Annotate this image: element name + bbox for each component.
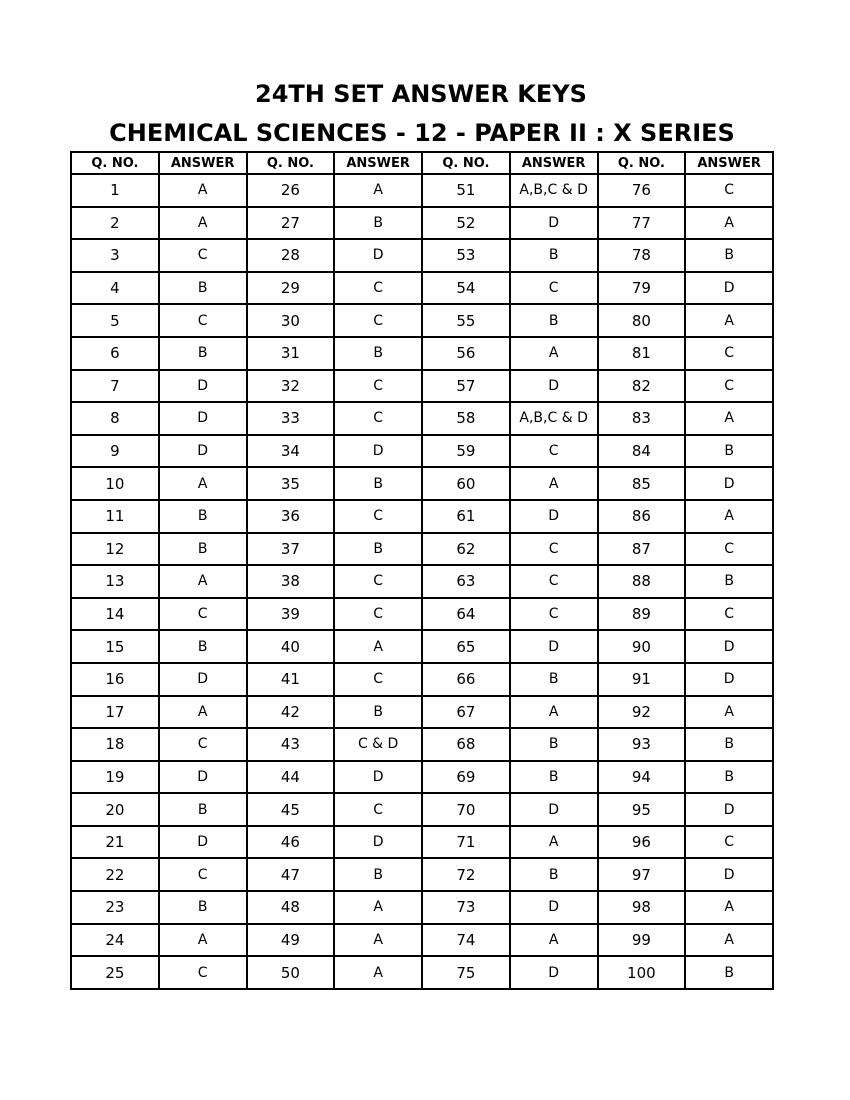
- header-answer: ANSWER: [510, 152, 598, 174]
- answer-cell: A: [159, 207, 247, 240]
- table-row: [71, 467, 773, 500]
- question-number-cell: 78: [598, 239, 686, 272]
- question-number-cell: 59: [422, 435, 510, 468]
- answer-cell: B: [510, 663, 598, 696]
- question-number-cell: 35: [247, 467, 335, 500]
- answer-cell: D: [510, 630, 598, 663]
- answer-cell: B: [510, 304, 598, 337]
- answer-cell: A: [685, 891, 773, 924]
- question-number-cell: 87: [598, 533, 686, 566]
- answer-cell: D: [159, 370, 247, 403]
- answer-cell: D: [159, 761, 247, 794]
- question-number-cell: 32: [247, 370, 335, 403]
- question-number-cell: 11: [71, 500, 159, 533]
- question-number-cell: 40: [247, 630, 335, 663]
- answer-cell: A: [334, 174, 422, 207]
- question-number-cell: 22: [71, 858, 159, 891]
- answer-cell: A: [159, 696, 247, 729]
- table-row: [71, 174, 773, 207]
- question-number-cell: 55: [422, 304, 510, 337]
- answer-cell: D: [685, 467, 773, 500]
- answer-cell: B: [334, 858, 422, 891]
- answer-cell: C: [510, 598, 598, 631]
- answer-cell: C: [510, 533, 598, 566]
- header-q-no: Q. NO.: [247, 152, 335, 174]
- question-number-cell: 23: [71, 891, 159, 924]
- table-row: [71, 630, 773, 663]
- table-row: [71, 598, 773, 631]
- question-number-cell: 65: [422, 630, 510, 663]
- answer-cell: C: [334, 402, 422, 435]
- question-number-cell: 42: [247, 696, 335, 729]
- answer-cell: B: [685, 956, 773, 989]
- answer-cell: B: [510, 858, 598, 891]
- answer-cell: A: [685, 207, 773, 240]
- answer-cell: B: [159, 533, 247, 566]
- answer-cell: A: [510, 337, 598, 370]
- answer-cell: D: [334, 761, 422, 794]
- answer-key-table: [70, 151, 774, 990]
- answer-cell: A: [159, 174, 247, 207]
- answer-cell: C: [334, 500, 422, 533]
- answer-cell: B: [685, 761, 773, 794]
- question-number-cell: 2: [71, 207, 159, 240]
- answer-cell: D: [510, 793, 598, 826]
- question-number-cell: 7: [71, 370, 159, 403]
- answer-cell: A: [685, 402, 773, 435]
- answer-cell: B: [159, 500, 247, 533]
- table-row: [71, 370, 773, 403]
- question-number-cell: 9: [71, 435, 159, 468]
- table-row: [71, 500, 773, 533]
- answer-cell: D: [510, 207, 598, 240]
- answer-cell: A: [510, 826, 598, 859]
- question-number-cell: 100: [598, 956, 686, 989]
- question-number-cell: 52: [422, 207, 510, 240]
- question-number-cell: 13: [71, 565, 159, 598]
- question-number-cell: 26: [247, 174, 335, 207]
- question-number-cell: 24: [71, 924, 159, 957]
- question-number-cell: 69: [422, 761, 510, 794]
- question-number-cell: 12: [71, 533, 159, 566]
- question-number-cell: 82: [598, 370, 686, 403]
- question-number-cell: 53: [422, 239, 510, 272]
- answer-cell: D: [510, 956, 598, 989]
- question-number-cell: 56: [422, 337, 510, 370]
- question-number-cell: 62: [422, 533, 510, 566]
- answer-cell: C: [510, 272, 598, 305]
- question-number-cell: 74: [422, 924, 510, 957]
- header-q-no: Q. NO.: [71, 152, 159, 174]
- question-number-cell: 8: [71, 402, 159, 435]
- table-row: [71, 891, 773, 924]
- question-number-cell: 83: [598, 402, 686, 435]
- answer-cell: A,B,C & D: [510, 174, 598, 207]
- answer-cell: C: [159, 304, 247, 337]
- answer-cell: B: [334, 467, 422, 500]
- question-number-cell: 89: [598, 598, 686, 631]
- answer-cell: C: [159, 858, 247, 891]
- question-number-cell: 6: [71, 337, 159, 370]
- answer-cell: A: [510, 696, 598, 729]
- question-number-cell: 38: [247, 565, 335, 598]
- table-row: [71, 728, 773, 761]
- answer-cell: B: [510, 239, 598, 272]
- answer-cell: B: [334, 533, 422, 566]
- answer-cell: B: [159, 337, 247, 370]
- question-number-cell: 64: [422, 598, 510, 631]
- answer-cell: D: [334, 435, 422, 468]
- question-number-cell: 50: [247, 956, 335, 989]
- table-row: [71, 435, 773, 468]
- question-number-cell: 94: [598, 761, 686, 794]
- question-number-cell: 19: [71, 761, 159, 794]
- answer-cell: D: [334, 826, 422, 859]
- table-row: [71, 239, 773, 272]
- answer-cell: B: [685, 728, 773, 761]
- question-number-cell: 1: [71, 174, 159, 207]
- answer-cell: A: [334, 891, 422, 924]
- answer-cell: D: [159, 402, 247, 435]
- question-number-cell: 15: [71, 630, 159, 663]
- table-row: [71, 761, 773, 794]
- question-number-cell: 97: [598, 858, 686, 891]
- question-number-cell: 16: [71, 663, 159, 696]
- table-row: [71, 793, 773, 826]
- answer-cell: C: [334, 370, 422, 403]
- question-number-cell: 44: [247, 761, 335, 794]
- question-number-cell: 46: [247, 826, 335, 859]
- question-number-cell: 79: [598, 272, 686, 305]
- answer-cell: B: [685, 435, 773, 468]
- table-row: [71, 533, 773, 566]
- question-number-cell: 80: [598, 304, 686, 337]
- header-row: [71, 152, 773, 174]
- header-answer: ANSWER: [334, 152, 422, 174]
- table-row: [71, 272, 773, 305]
- question-number-cell: 70: [422, 793, 510, 826]
- answer-cell: C: [159, 956, 247, 989]
- answer-cell: B: [334, 696, 422, 729]
- answer-cell: C: [685, 533, 773, 566]
- question-number-cell: 10: [71, 467, 159, 500]
- question-number-cell: 21: [71, 826, 159, 859]
- question-number-cell: 88: [598, 565, 686, 598]
- question-number-cell: 3: [71, 239, 159, 272]
- answer-cell: D: [685, 272, 773, 305]
- answer-cell: C: [510, 565, 598, 598]
- table-row: [71, 207, 773, 240]
- answer-cell: A: [334, 924, 422, 957]
- question-number-cell: 48: [247, 891, 335, 924]
- answer-cell: B: [159, 891, 247, 924]
- header-q-no: Q. NO.: [598, 152, 686, 174]
- answer-cell: C: [159, 598, 247, 631]
- table-row: [71, 858, 773, 891]
- question-number-cell: 54: [422, 272, 510, 305]
- question-number-cell: 60: [422, 467, 510, 500]
- answer-cell: D: [685, 630, 773, 663]
- question-number-cell: 73: [422, 891, 510, 924]
- question-number-cell: 41: [247, 663, 335, 696]
- question-number-cell: 61: [422, 500, 510, 533]
- question-number-cell: 98: [598, 891, 686, 924]
- answer-cell: C: [334, 272, 422, 305]
- answer-cell: C: [510, 435, 598, 468]
- question-number-cell: 49: [247, 924, 335, 957]
- question-number-cell: 31: [247, 337, 335, 370]
- question-number-cell: 39: [247, 598, 335, 631]
- question-number-cell: 93: [598, 728, 686, 761]
- question-number-cell: 14: [71, 598, 159, 631]
- question-number-cell: 95: [598, 793, 686, 826]
- answer-cell: D: [685, 793, 773, 826]
- answer-cell: D: [510, 891, 598, 924]
- question-number-cell: 92: [598, 696, 686, 729]
- answer-cell: D: [510, 500, 598, 533]
- answer-key-body: [71, 174, 773, 989]
- table-row: [71, 696, 773, 729]
- question-number-cell: 20: [71, 793, 159, 826]
- answer-cell: A: [685, 500, 773, 533]
- answer-cell: C: [685, 826, 773, 859]
- answer-cell: C: [334, 304, 422, 337]
- question-number-cell: 30: [247, 304, 335, 337]
- answer-cell: A: [685, 304, 773, 337]
- question-number-cell: 77: [598, 207, 686, 240]
- answer-cell: B: [159, 272, 247, 305]
- header-q-no: Q. NO.: [422, 152, 510, 174]
- question-number-cell: 25: [71, 956, 159, 989]
- table-row: [71, 956, 773, 989]
- question-number-cell: 66: [422, 663, 510, 696]
- answer-cell: C: [159, 239, 247, 272]
- question-number-cell: 84: [598, 435, 686, 468]
- answer-cell: C: [685, 174, 773, 207]
- answer-cell: D: [334, 239, 422, 272]
- question-number-cell: 96: [598, 826, 686, 859]
- answer-cell: A: [159, 467, 247, 500]
- answer-cell: D: [510, 370, 598, 403]
- question-number-cell: 57: [422, 370, 510, 403]
- answer-cell: B: [685, 565, 773, 598]
- table-row: [71, 663, 773, 696]
- question-number-cell: 81: [598, 337, 686, 370]
- question-number-cell: 58: [422, 402, 510, 435]
- answer-cell: D: [685, 858, 773, 891]
- question-number-cell: 43: [247, 728, 335, 761]
- answer-cell: C: [334, 598, 422, 631]
- question-number-cell: 76: [598, 174, 686, 207]
- question-number-cell: 72: [422, 858, 510, 891]
- question-number-cell: 86: [598, 500, 686, 533]
- answer-cell: B: [510, 728, 598, 761]
- answer-cell: A,B,C & D: [510, 402, 598, 435]
- header-answer: ANSWER: [159, 152, 247, 174]
- answer-cell: D: [159, 435, 247, 468]
- table-row: [71, 402, 773, 435]
- table-row: [71, 826, 773, 859]
- answer-cell: A: [334, 956, 422, 989]
- question-number-cell: 90: [598, 630, 686, 663]
- question-number-cell: 36: [247, 500, 335, 533]
- answer-cell: D: [685, 663, 773, 696]
- answer-cell: B: [510, 761, 598, 794]
- answer-cell: C: [334, 663, 422, 696]
- table-row: [71, 304, 773, 337]
- question-number-cell: 45: [247, 793, 335, 826]
- question-number-cell: 18: [71, 728, 159, 761]
- answer-cell: B: [334, 207, 422, 240]
- answer-cell: C & D: [334, 728, 422, 761]
- question-number-cell: 51: [422, 174, 510, 207]
- answer-cell: A: [685, 924, 773, 957]
- page-subtitle: CHEMICAL SCIENCES - 12 - PAPER II : X SERIES: [109, 119, 735, 147]
- answer-cell: C: [685, 598, 773, 631]
- question-number-cell: 27: [247, 207, 335, 240]
- answer-cell: B: [159, 630, 247, 663]
- question-number-cell: 91: [598, 663, 686, 696]
- answer-cell: C: [685, 370, 773, 403]
- answer-cell: A: [334, 630, 422, 663]
- answer-cell: A: [159, 565, 247, 598]
- question-number-cell: 17: [71, 696, 159, 729]
- question-number-cell: 37: [247, 533, 335, 566]
- answer-cell: A: [510, 467, 598, 500]
- header-answer: ANSWER: [685, 152, 773, 174]
- question-number-cell: 4: [71, 272, 159, 305]
- question-number-cell: 47: [247, 858, 335, 891]
- table-row: [71, 565, 773, 598]
- answer-cell: C: [334, 793, 422, 826]
- question-number-cell: 29: [247, 272, 335, 305]
- question-number-cell: 63: [422, 565, 510, 598]
- answer-cell: D: [159, 826, 247, 859]
- table-row: [71, 924, 773, 957]
- table-row: [71, 337, 773, 370]
- answer-cell: B: [685, 239, 773, 272]
- answer-cell: D: [159, 663, 247, 696]
- question-number-cell: 99: [598, 924, 686, 957]
- answer-cell: C: [685, 337, 773, 370]
- answer-cell: B: [334, 337, 422, 370]
- answer-cell: B: [159, 793, 247, 826]
- question-number-cell: 28: [247, 239, 335, 272]
- question-number-cell: 34: [247, 435, 335, 468]
- question-number-cell: 67: [422, 696, 510, 729]
- question-number-cell: 68: [422, 728, 510, 761]
- question-number-cell: 85: [598, 467, 686, 500]
- answer-cell: C: [159, 728, 247, 761]
- question-number-cell: 33: [247, 402, 335, 435]
- answer-cell: A: [685, 696, 773, 729]
- page-title: 24TH SET ANSWER KEYS: [255, 80, 587, 108]
- answer-cell: A: [159, 924, 247, 957]
- question-number-cell: 5: [71, 304, 159, 337]
- question-number-cell: 75: [422, 956, 510, 989]
- question-number-cell: 71: [422, 826, 510, 859]
- answer-cell: C: [334, 565, 422, 598]
- answer-cell: A: [510, 924, 598, 957]
